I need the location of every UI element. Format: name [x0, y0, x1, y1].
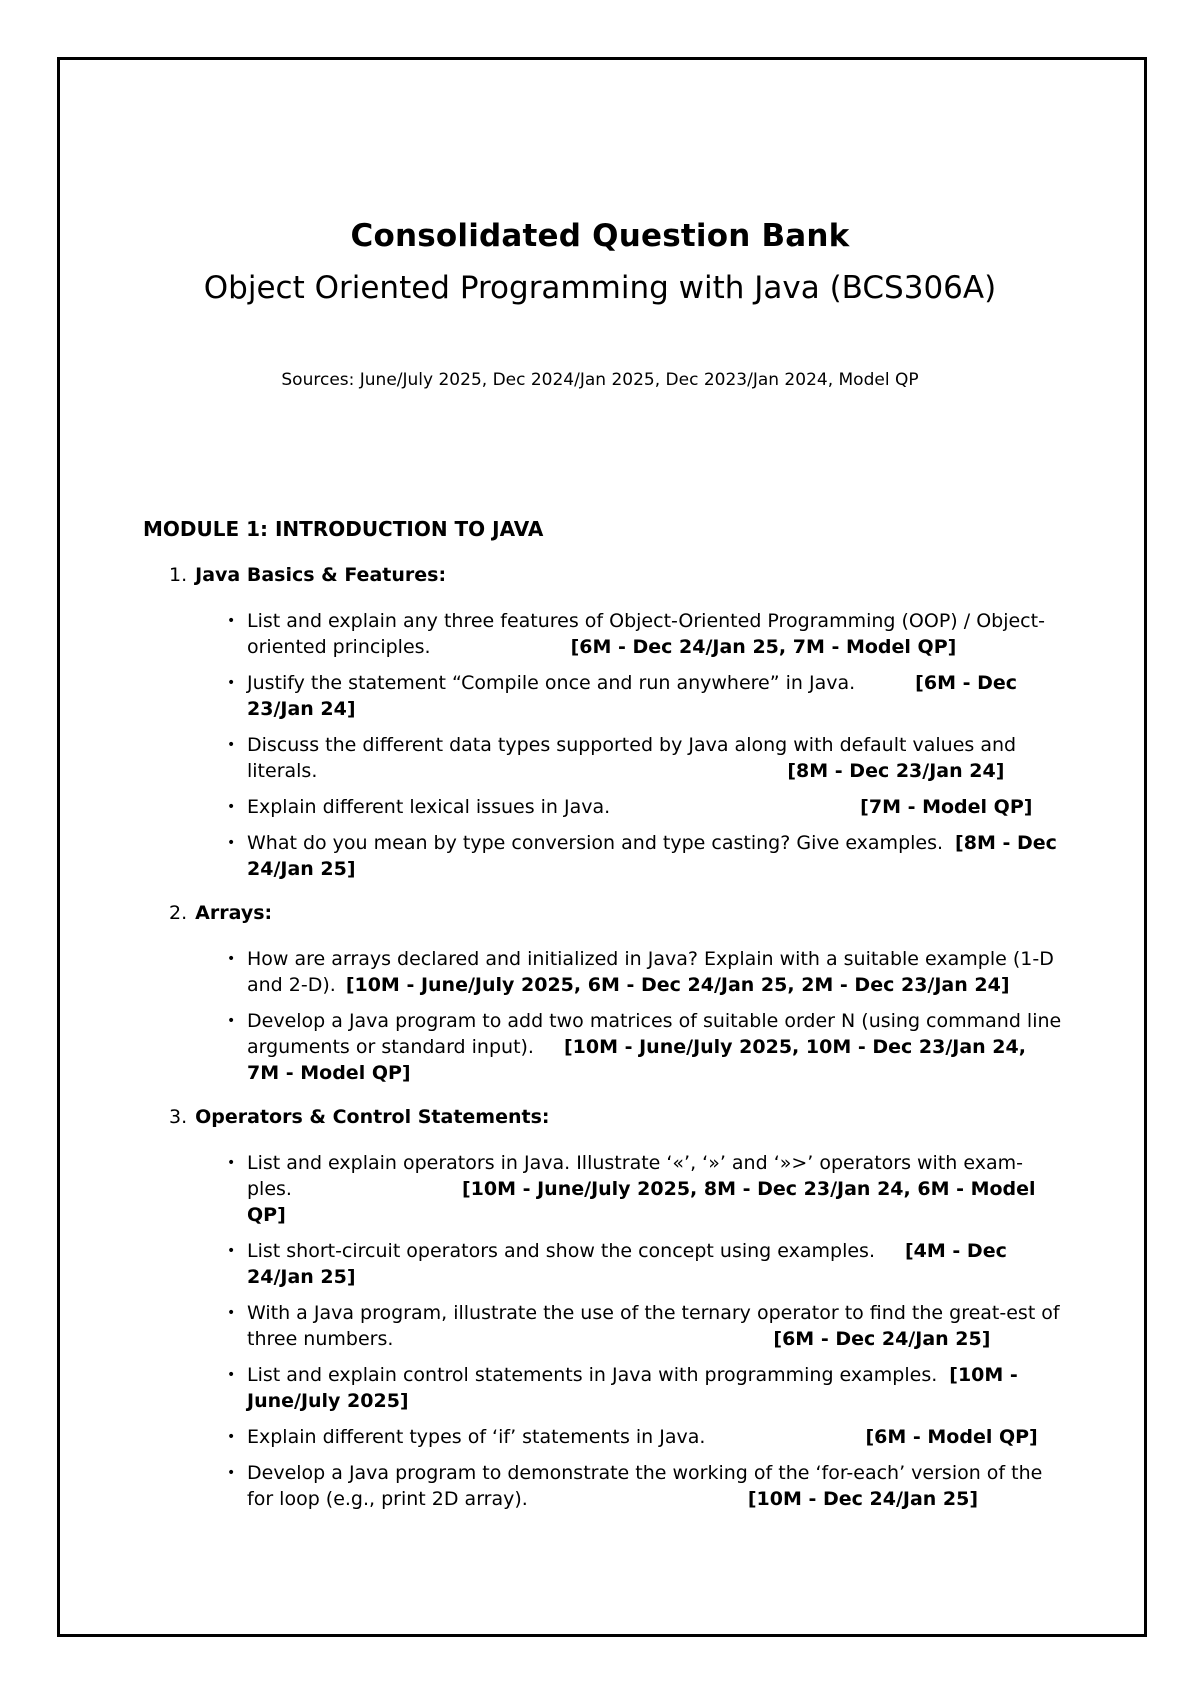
section-number: 1.	[169, 564, 188, 586]
question-item	[247, 1300, 1063, 1352]
question-marks: [4M - Dec 24/Jan 25]	[247, 1240, 1007, 1288]
question-item	[247, 946, 1063, 998]
module-heading: MODULE 1: INTRODUCTION TO JAVA	[143, 517, 544, 541]
question-item	[247, 608, 1063, 660]
question-marks: [10M - June/July 2025, 10M - Dec 23/Jan 24, 7M - Model QP]	[247, 1036, 1026, 1084]
question-text: List and explain operators in Java. Illustrate ‘«’, ‘»’ and ‘»>’ operators with exam-ples.	[247, 1152, 1023, 1200]
section-title: Arrays:	[195, 902, 273, 924]
question-item	[247, 1008, 1063, 1086]
question-item	[247, 1362, 1063, 1414]
question-marks: [10M - June/July 2025]	[247, 1364, 1018, 1412]
question-text: Justify the statement “Compile once and run anywhere” in Java.	[247, 672, 856, 694]
document-subtitle: Object Oriented Programming with Java (BCS306A)	[203, 270, 997, 306]
question-text: Develop a Java program to demonstrate the working of the ‘for-each’ version of the for loop (e.g., print 2D array).	[247, 1462, 1043, 1510]
question-marks: [8M - Dec 23/Jan 24]	[787, 760, 1005, 782]
module-content	[143, 516, 1063, 1530]
question-marks: [10M - June/July 2025, 8M - Dec 23/Jan 24, 6M - Model QP]	[247, 1178, 1036, 1226]
question-marks: [7M - Model QP]	[860, 796, 1033, 818]
question-item	[247, 830, 1063, 882]
section-operators-control	[143, 1104, 1063, 1512]
section-arrays	[143, 900, 1063, 1086]
question-item	[247, 1238, 1063, 1290]
question-list	[143, 608, 1063, 882]
question-item	[247, 732, 1063, 784]
section-title: Java Basics & Features:	[195, 564, 447, 586]
question-text: List short-circuit operators and show the concept using examples.	[247, 1240, 875, 1262]
question-marks: [10M - Dec 24/Jan 25]	[747, 1488, 979, 1510]
section-title: Operators & Control Statements:	[195, 1106, 550, 1128]
section-number: 2.	[169, 902, 188, 924]
question-text: How are arrays declared and initialized in Java? Explain with a suitable example (1-D and 2-D).	[247, 948, 1054, 996]
question-text: Discuss the different data types supported by Java along with default values and literals.	[247, 734, 1017, 782]
document-title: Consolidated Question Bank	[350, 218, 850, 254]
section-heading	[169, 1104, 1063, 1130]
question-list	[143, 946, 1063, 1086]
question-item	[247, 670, 1063, 722]
question-marks: [6M - Model QP]	[865, 1426, 1038, 1448]
question-text: List and explain any three features of Object-Oriented Programming (OOP) / Object-oriented principles.	[247, 610, 1045, 658]
question-text: Develop a Java program to add two matrices of suitable order N (using command line arguments or standard input).	[247, 1010, 1062, 1058]
question-text: List and explain control statements in Java with programming examples.	[247, 1364, 938, 1386]
question-list	[143, 1150, 1063, 1512]
question-marks: [8M - Dec 24/Jan 25]	[247, 832, 1057, 880]
question-item	[247, 1424, 1063, 1450]
question-text: Explain different lexical issues in Java.	[247, 796, 611, 818]
question-text: What do you mean by type conversion and type casting? Give examples.	[247, 832, 944, 854]
section-heading	[169, 900, 1063, 926]
question-item	[247, 794, 1063, 820]
question-item	[247, 1150, 1063, 1228]
question-marks: [6M - Dec 23/Jan 24]	[247, 672, 1018, 720]
question-marks: [6M - Dec 24/Jan 25]	[773, 1328, 991, 1350]
question-text: With a Java program, illustrate the use of the ternary operator to find the great-est of three numbers.	[247, 1302, 1060, 1350]
question-marks: [10M - June/July 2025, 6M - Dec 24/Jan 25, 2M - Dec 23/Jan 24]	[345, 974, 1010, 996]
question-marks: [6M - Dec 24/Jan 25, 7M - Model QP]	[570, 636, 957, 658]
question-item	[247, 1460, 1063, 1512]
sources-line: Sources: June/July 2025, Dec 2024/Jan 2025, Dec 2023/Jan 2024, Model QP	[281, 370, 919, 390]
section-heading	[169, 562, 1063, 588]
section-number: 3.	[169, 1106, 188, 1128]
section-java-basics	[143, 562, 1063, 882]
question-text: Explain different types of ‘if’ statements in Java.	[247, 1426, 706, 1448]
